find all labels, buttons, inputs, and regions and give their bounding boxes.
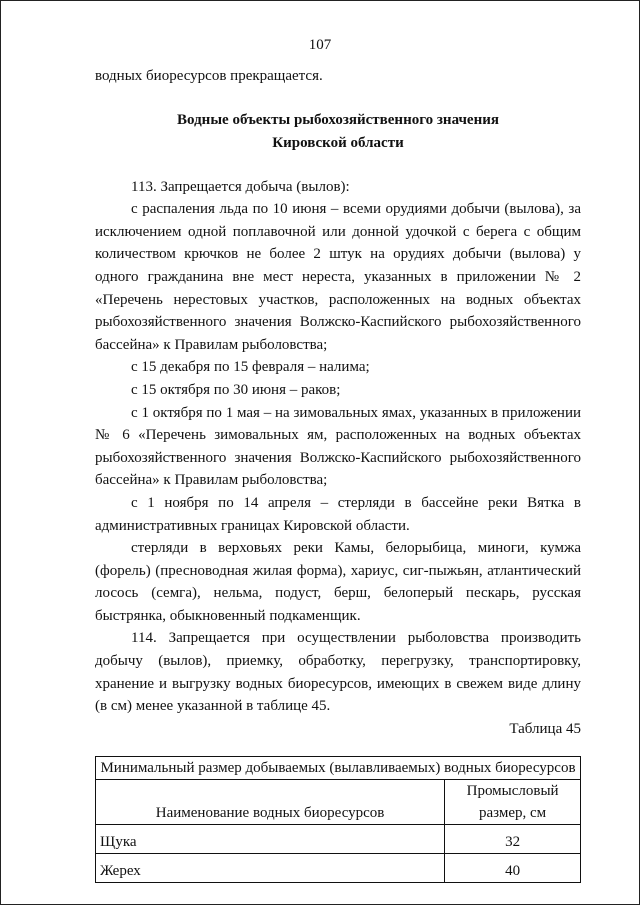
species-name: Щука bbox=[96, 825, 445, 854]
table-caption: Минимальный размер добываемых (вылавливаемых) водных биоресурсов bbox=[96, 757, 581, 780]
column-header-size: Промысловый размер, см bbox=[445, 780, 581, 825]
clause-113-item-2: с 15 декабря по 15 февраля – налима; bbox=[131, 359, 370, 376]
clause-113-item-5: с 1 ноября по 14 апреля – стерляди в бассейне реки Вятка в административных границах Кировской области. bbox=[95, 494, 581, 534]
table-row bbox=[96, 854, 581, 883]
clause-113-intro: 113. Запрещается добыча (вылов): bbox=[131, 178, 350, 195]
table-header-row bbox=[96, 780, 581, 825]
column-header-name: Наименование водных биоресурсов bbox=[96, 780, 445, 825]
page-number: 107 bbox=[308, 37, 332, 53]
species-size: 40 bbox=[445, 854, 581, 883]
clause-113-item-3: с 15 октября по 30 июня – раков; bbox=[131, 381, 341, 398]
lead-text: водных биоресурсов прекращается. bbox=[95, 68, 323, 84]
table-row bbox=[96, 825, 581, 854]
clause-113-item-1: с распаления льда по 10 июня – всеми орудиями добычи (вылова), за исключением одной поплавочной или донной удочкой с берега с общим количеством крючков не более 2 штук на орудиях добычи (вылова) у одного гражданина вне мест нереста, указанных в приложении № 2 «Перечень нерестовых участков, расположенных на водных объектах рыбохозяйственного значения Волжско-Каспийского рыбохозяйственного бассейна» к Правилам рыболовства; bbox=[95, 201, 581, 353]
clause-114: 114. Запрещается при осуществлении рыболовства производить добычу (вылов), приемку, обработку, перегрузку, транспортировку, хранение и выгрузку водных биоресурсов, имеющих в свежем виде длину (в см) менее указанной в таблице 45. bbox=[95, 630, 581, 715]
section-heading-line-2: Кировской области bbox=[272, 134, 404, 151]
clause-113-species-ban: стерляди в верховьях реки Камы, белорыбица, миноги, кумжа (форель) (пресноводная жилая форма), хариус, сиг-пыжьян, атлантический лосось (семга), нельма, подуст, берш, белоперый пескарь, русская быстрянка, обыкновенный подкаменщик. bbox=[95, 540, 581, 624]
page-content bbox=[95, 65, 581, 883]
species-name: Жерех bbox=[96, 854, 445, 883]
section-heading-line-1: Водные объекты рыбохозяйственного значения bbox=[177, 111, 499, 128]
table-caption-row bbox=[96, 757, 581, 780]
clause-113-item-4: с 1 октября по 1 мая – на зимовальных ямах, указанных в приложении № 6 «Перечень зимовальных ям, расположенных на водных объектах рыбохозяйственного значения Волжско-Каспийского рыбохозяйственного бассейна» к Правилам рыболовства; bbox=[95, 404, 581, 489]
species-size: 32 bbox=[445, 825, 581, 854]
table-label: Таблица 45 bbox=[509, 720, 581, 737]
size-table bbox=[95, 756, 581, 883]
